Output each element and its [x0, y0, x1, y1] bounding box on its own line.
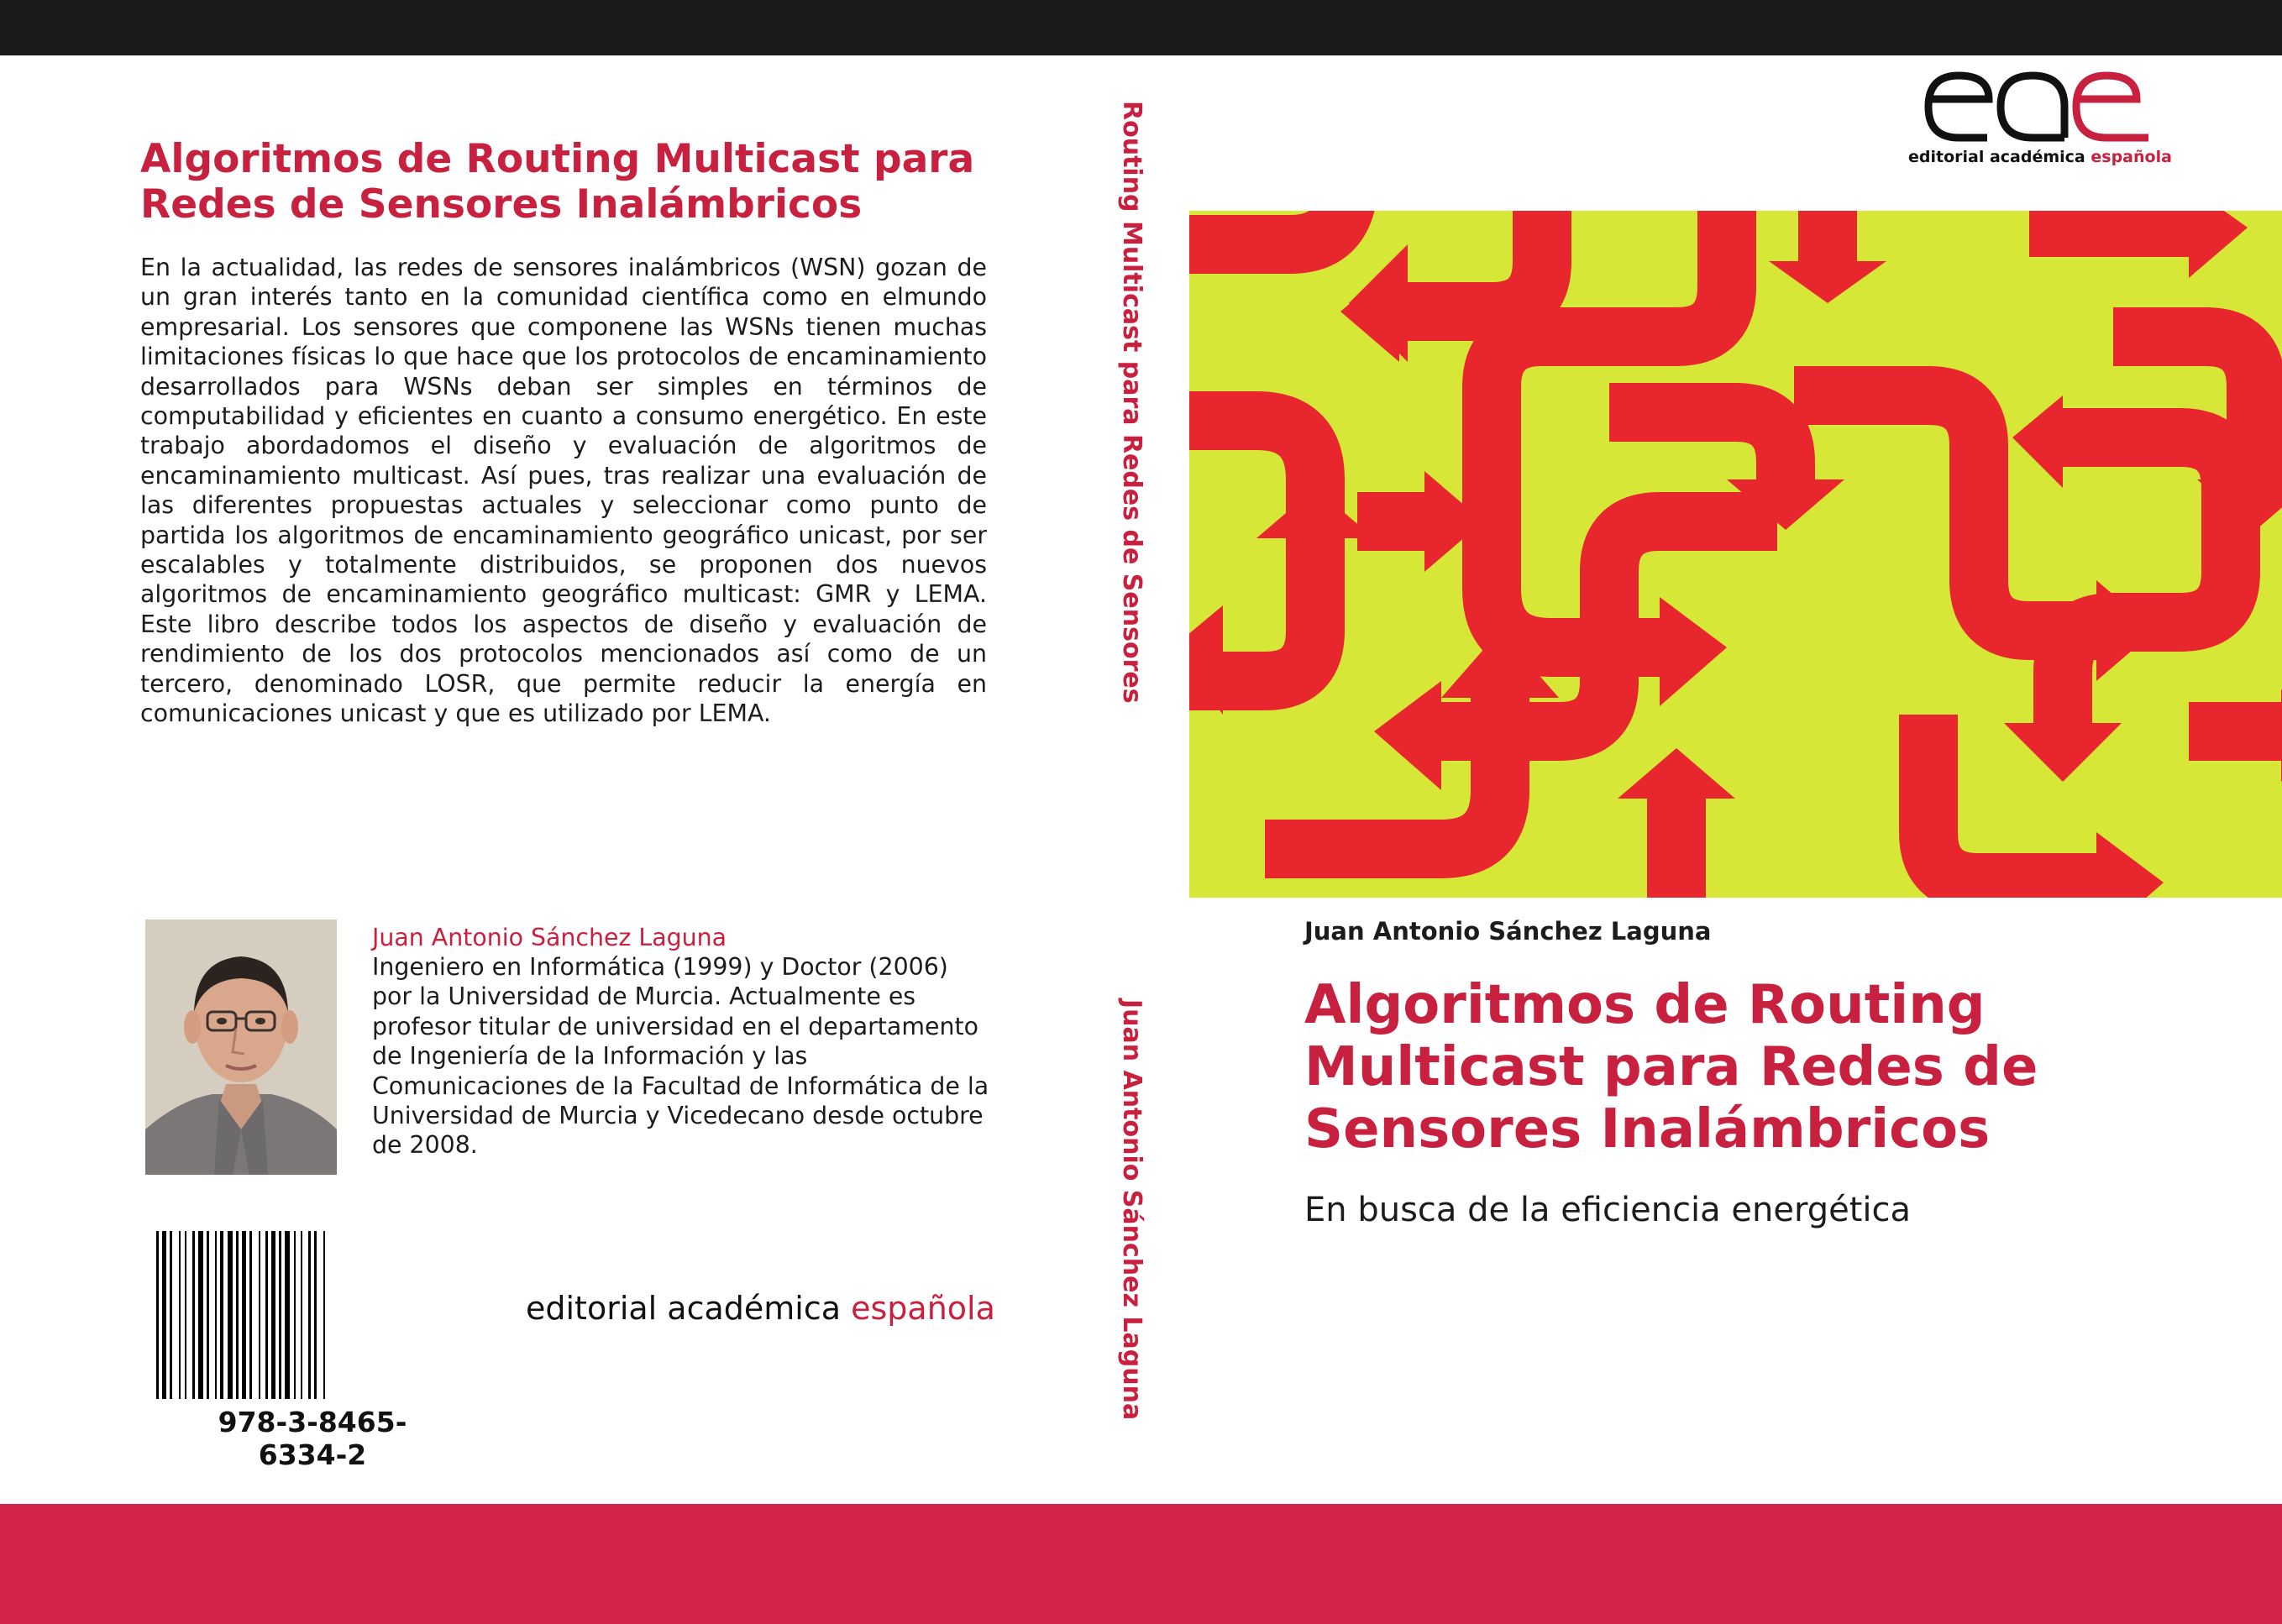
isbn-number: 978-3-8465-6334-2: [218, 1406, 407, 1471]
barcode-bar: [294, 1231, 296, 1399]
barcode-bar: [185, 1231, 186, 1399]
barcode-bar: [162, 1231, 166, 1399]
spine-author: Juan Antonio Sánchez Laguna: [1117, 999, 1146, 1421]
back-author-name: Juan Antonio Sánchez Laguna: [372, 924, 727, 951]
back-cover-blurb: En la actualidad, las redes de sensores inalámbricos (WSN) gozan de un gran interés tanto en la comunidad científica como en elmundo empresarial. Los sensores que componene las WSNs tienen muchas limitaciones físicas lo que hace que los protocolos de encaminamiento desarrollados para WSNs deban ser simples en términos de computabilidad y eficientes en cuanto a consumo energético. En este trabajo abordadomos el diseño y evaluación de algoritmos de encaminamiento multicast. Así pues, tras realizar una evaluación de las diferentes propuestas actuales y seleccionar como punto de partida los algoritmos de encaminamiento geográfico unicast, por ser escalables y totalmente distribuidos, se proponen dos nuevos algoritmos de encaminamiento geográfico multicast: GMR y LEMA. Este libro describe todos los aspectos de diseño y evaluación de rendimiento de los dos protocolos mencionados así como de un tercero, denominado LOSR, que permite reducir la energía en comunicaciones unicast y que es utilizado por LEMA.: [140, 254, 987, 728]
front-cover-title: Algoritmos de Routing Multicast para Redes de Sensores Inalámbricos: [1304, 974, 2038, 1160]
bottom-red-band: [0, 1504, 2282, 1624]
barcode-bar: [308, 1231, 311, 1399]
barcode-bar: [259, 1231, 260, 1399]
barcode-bar: [215, 1231, 217, 1399]
barcode-bar: [323, 1231, 325, 1399]
barcode-bar: [271, 1231, 275, 1399]
barcode-bar: [198, 1231, 203, 1399]
author-photo: [145, 919, 337, 1175]
barcode-bar: [242, 1231, 246, 1399]
spine-title: Routing Multicast para Redes de Sensores: [1117, 101, 1146, 704]
barcode-bar: [179, 1231, 181, 1399]
barcode-bar: [265, 1231, 268, 1399]
barcode-bar: [301, 1231, 302, 1399]
barcode-bar: [228, 1231, 233, 1399]
back-publisher-name: [526, 1290, 995, 1327]
barcode-bar: [236, 1231, 239, 1399]
eae-logo-caption: [1908, 148, 2172, 166]
eae-caption-accent: española: [2091, 148, 2172, 166]
barcode-bar: [170, 1231, 172, 1399]
back-publisher-accent: española: [851, 1290, 995, 1327]
barcode-bar: [220, 1231, 223, 1399]
barcode-bar: [156, 1231, 159, 1399]
eae-caption-main: editorial académica: [1908, 148, 2091, 166]
barcode-bar: [314, 1231, 317, 1399]
front-author: Juan Antonio Sánchez Laguna: [1304, 917, 1712, 946]
back-publisher-main: editorial académica: [526, 1290, 852, 1327]
front-cover-subtitle: En busca de la eficiencia energética: [1304, 1191, 1912, 1229]
barcode-bar: [207, 1231, 209, 1399]
cover-arrows-artwork: [1189, 211, 2282, 898]
top-black-band: [0, 0, 2282, 55]
barcode-bar: [279, 1231, 281, 1399]
back-cover-title: Algoritmos de Routing Multicast para Redes de Sensores Inalámbricos: [140, 136, 975, 228]
back-author-bio: Ingeniero en Informática (1999) y Doctor (2006) por la Universidad de Murcia. Actualmente es profesor titular de universidad en el departamento de Ingeniería de la Información y las Comunicaciones de la Facultad de Informática de la Universidad de Murcia y Vicedecano desde octubre de 2008.: [372, 953, 989, 1160]
barcode-bar: [285, 1231, 290, 1399]
barcode-bar: [249, 1231, 252, 1399]
barcode-bar: [192, 1231, 195, 1399]
